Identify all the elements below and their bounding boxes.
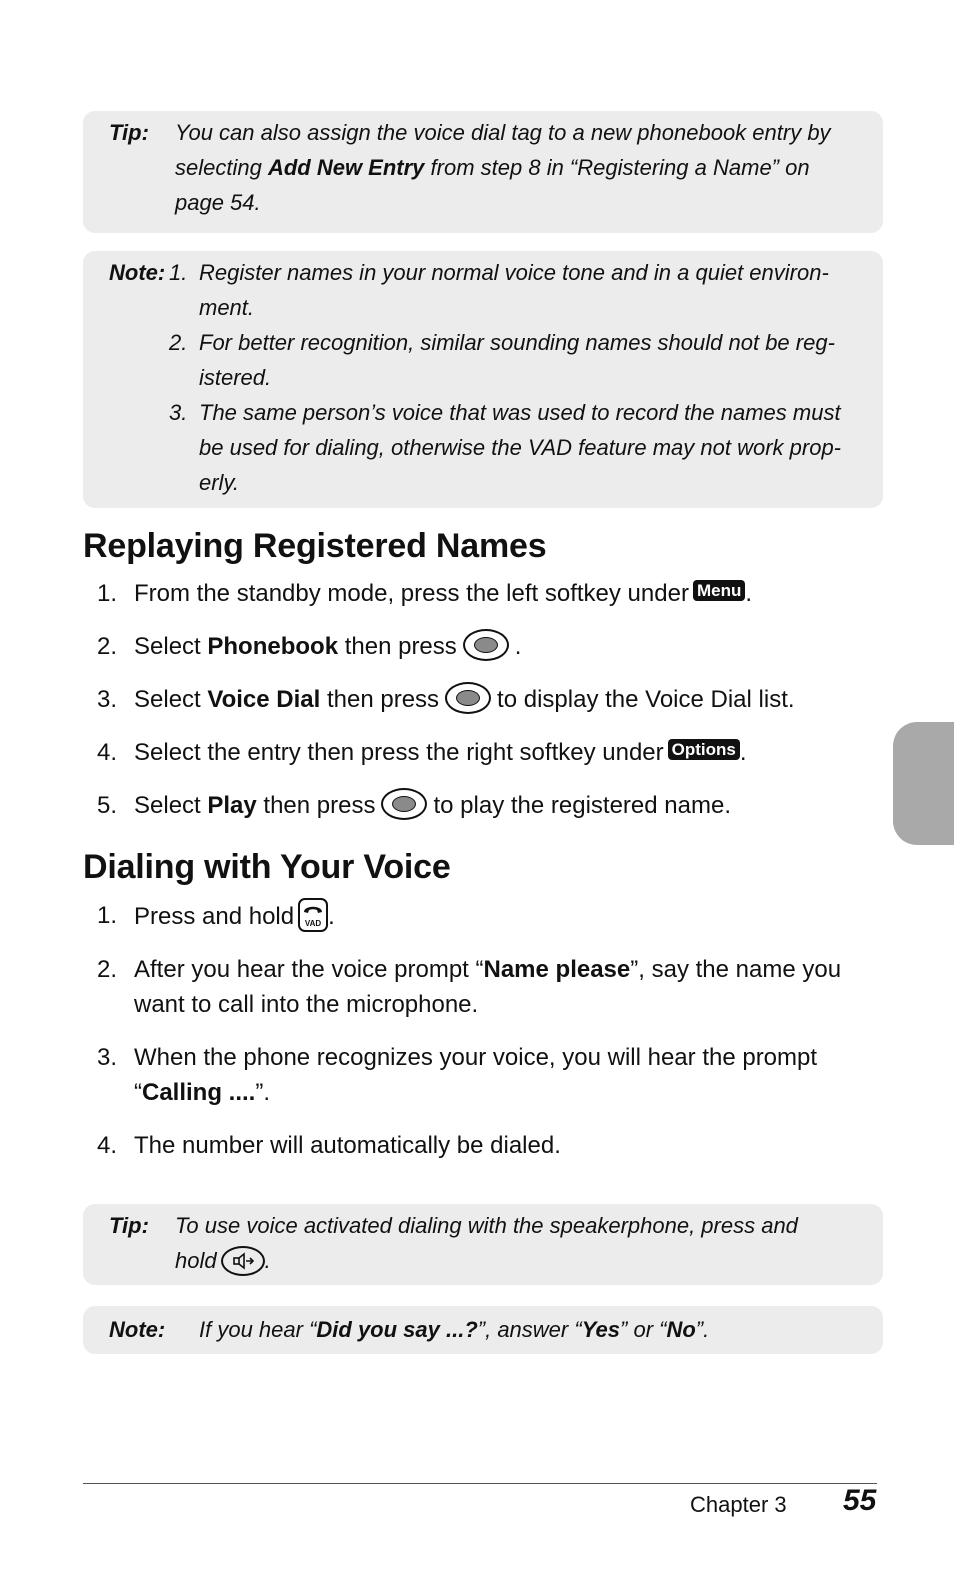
chapter-thumb-tab bbox=[893, 722, 954, 845]
tip-box bbox=[83, 1204, 883, 1285]
tip-box bbox=[83, 111, 883, 233]
tip-text-line: You can also assign the voice dial tag to a new phonebook entry by bbox=[175, 120, 831, 145]
note-text: If you hear “Did you say ...?”, answer “Yes” or “No”. bbox=[199, 1317, 710, 1342]
ok-key-icon bbox=[445, 682, 491, 714]
note-item: 2. For better recognition, similar sounding names should not be reg- istered. bbox=[169, 330, 835, 390]
step-item: 5. Select Play then press to play the registered name. bbox=[97, 788, 887, 823]
step-item: 1. From the standby mode, press the left softkey under Menu . bbox=[97, 580, 753, 607]
vad-key-icon bbox=[298, 898, 328, 932]
note-box bbox=[83, 251, 883, 508]
speakerphone-key-icon bbox=[221, 1246, 265, 1276]
menu-softkey-icon: Menu bbox=[693, 580, 745, 601]
chapter-label: Chapter 3 bbox=[690, 1492, 787, 1517]
note-box bbox=[83, 1306, 883, 1354]
tip-text-line: selecting Add New Entry from step 8 in “Registering a Name” on bbox=[175, 155, 810, 180]
tip-label: Tip: bbox=[109, 120, 149, 145]
step-item: 3. When the phone recognizes your voice, you will hear the prompt “Calling ....”. bbox=[97, 1044, 818, 1106]
section-heading-dialing: Dialing with Your Voice bbox=[83, 848, 451, 886]
section-heading-replaying: Replaying Registered Names bbox=[83, 527, 547, 565]
tip-text-line: page 54. bbox=[175, 190, 261, 215]
page-number: 55 bbox=[843, 1484, 877, 1517]
tip-label: Tip: bbox=[109, 1213, 149, 1238]
note-label: Note: bbox=[109, 1317, 166, 1342]
tip-bold-term: Add New Entry bbox=[267, 155, 425, 180]
step-item: 3. Select Voice Dial then press to display the Voice Dial list. bbox=[97, 682, 887, 717]
step-item: 4. Select the entry then press the right softkey under Options . bbox=[97, 739, 747, 766]
footer-divider bbox=[83, 1483, 877, 1484]
note-label: Note: bbox=[109, 260, 166, 285]
note-item: 3. The same person’s voice that was used to record the names must be used for dialing, otherwise the VAD feature may not work prop- erly. bbox=[169, 400, 842, 495]
dialing-steps bbox=[97, 898, 887, 1181]
ok-key-icon bbox=[463, 629, 509, 661]
ok-key-icon bbox=[381, 788, 427, 820]
tip-text-line: To use voice activated dialing with the speakerphone, press and bbox=[175, 1213, 798, 1238]
svg-text:VAD: VAD bbox=[304, 919, 322, 928]
options-softkey-icon: Options bbox=[668, 739, 740, 760]
note-item: 1. Register names in your normal voice tone and in a quiet environ- ment. bbox=[169, 260, 829, 320]
step-item: 2. Select Phonebook then press . bbox=[97, 629, 887, 664]
tip-text-line: hold . bbox=[175, 1243, 865, 1278]
replaying-steps bbox=[97, 576, 887, 841]
step-item: 4. The number will automatically be dialed. bbox=[97, 1132, 561, 1159]
step-item: 1. Press and hold VAD . bbox=[97, 898, 887, 934]
step-item: 2. After you hear the voice prompt “Name please”, say the name you want to call into the microphone. bbox=[97, 956, 842, 1018]
